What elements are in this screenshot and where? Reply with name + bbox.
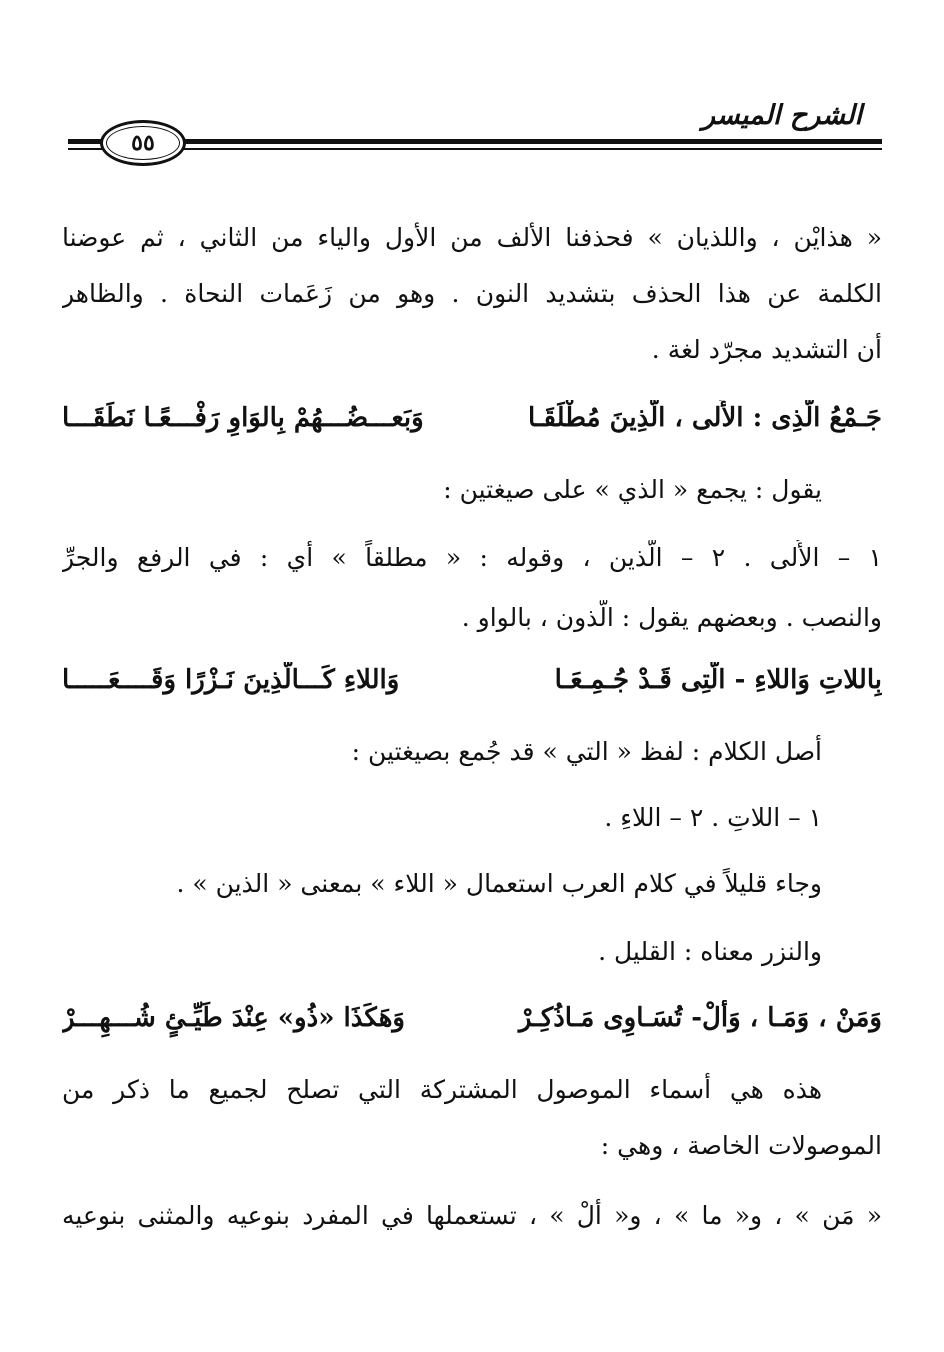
header-rule-thin bbox=[68, 148, 882, 150]
paragraph-line: أصل الكلام : لفظ « التي » قد جُمع بصيغتين : bbox=[351, 737, 822, 766]
verse-line bbox=[62, 400, 882, 438]
page-number: ٥٥ bbox=[131, 130, 155, 156]
verse-first-hemistich: بِاللاتِ وَاللاءِ - الّتِى قَـدْ جُـمِـعَـا bbox=[554, 665, 882, 695]
paragraph-line: والنزر معناه : القليل . bbox=[598, 937, 822, 966]
paragraph-line: والنصب . وبعضهم يقول : الّذون ، بالواو . bbox=[461, 603, 882, 632]
verse-second-hemistich: وَهَكَذَا «ذُو» عِنْدَ طَيِّـئٍ شُـــهِـــرْ bbox=[62, 1003, 405, 1033]
paragraph-line: أن التشديد مجرّد لغة . bbox=[651, 335, 882, 364]
verse-first-hemistich: جَـمْعُ الّذِى : الأُلى ، الّذِينَ مُطْلَقَـا bbox=[527, 403, 882, 433]
paragraph-line: ١ – اللاتِ . ٢ – اللاءِ . bbox=[604, 803, 822, 832]
paragraph-line: « مَن » ، و« ما » ، و« ألْ » ، تستعملها في المفرد بنوعيه والمثنى بنوعيه bbox=[62, 1201, 882, 1230]
verse-line bbox=[62, 662, 882, 700]
paragraph-line: « هذايْن ، واللذيان » فحذفنا الألف من الأول والياء من الثاني ، ثم عوضنا bbox=[62, 223, 882, 252]
header-rule-thick bbox=[68, 139, 882, 144]
paragraph-line: وجاء قليلاً في كلام العرب استعمال « اللاء » بمعنى « الذين » . bbox=[176, 869, 822, 898]
verse-line bbox=[62, 1000, 882, 1038]
paragraph-line: هذه هي أسماء الموصول المشتركة التي تصلح لجميع ما ذكر من bbox=[62, 1075, 822, 1104]
page-number-badge-inner-ring bbox=[106, 126, 180, 160]
paragraph-line: الكلمة عن هذا الحذف بتشديد النون . وهو من زَعَمات النحاة . والظاهر bbox=[62, 279, 882, 308]
verse-first-hemistich: وَمَنْ ، وَمَـا ، وَألْ- تُسَـاوِى مَـاذُكِـرْ bbox=[518, 1003, 882, 1033]
paragraph-line: الموصولات الخاصة ، وهي : bbox=[600, 1131, 882, 1160]
paragraph-line: ١ – الأُلى . ٢ – الّذين ، وقوله : « مطلقاً » أي : في الرفع والجرِّ bbox=[62, 543, 882, 572]
verse-second-hemistich: وَبَعـــضُـــهُمْ بِالوَاوِ رَفْـــعًـا نَطَقَـــا bbox=[62, 403, 424, 433]
paragraph-line: يقول : يجمع « الذي » على صيغتين : bbox=[443, 475, 822, 504]
book-title: الشرح الميسر bbox=[701, 100, 862, 131]
verse-second-hemistich: وَاللاءِ كَـــالّذِينَ نَـزْرًا وَقَــــعَـــــا bbox=[62, 665, 400, 695]
